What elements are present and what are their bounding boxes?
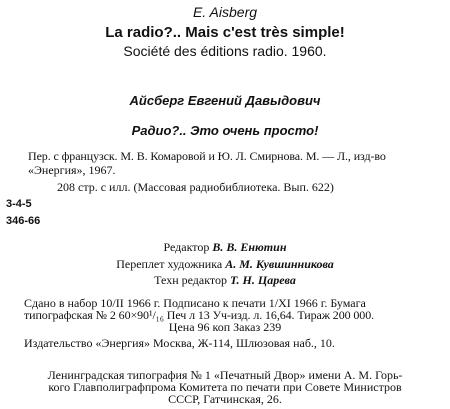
imprint-line-1: Сдано в набор 10/II 1966 г. Подписано к печати 1/XI 1966 г. Бумага	[24, 296, 366, 310]
pages-line: 208 стр. с илл. (Массовая радиобиблиотека. Вып. 622)	[57, 180, 334, 194]
cover-artist-credit	[0, 258, 450, 270]
tech-editor-name: Т. Н. Царева	[229, 273, 296, 287]
publisher-address: Издательство «Энергия» Москва, Ж-114, Шлюзовая наб., 10.	[24, 336, 335, 350]
printer-line-3: СССР, Гатчинская, 26.	[168, 392, 282, 406]
imprint-line-3: Цена 96 коп Заказ 239	[168, 320, 282, 334]
original-publisher: Société des éditions radio. 1960.	[123, 43, 327, 59]
russian-title: Радио?.. Это очень просто!	[131, 123, 319, 138]
original-title: La radio?.. Mais c'est très simple!	[105, 24, 345, 41]
imprint-line-2: типографская № 2 60×90¹/₁₆ Печ л 13 Уч-изд. л. 16,64. Тираж 200 000.	[24, 308, 375, 322]
printer-line-2: кого Главполиграфпрома Комитета по печати при Совете Министров	[48, 380, 402, 394]
editor-name: В. В. Енютин	[212, 240, 287, 254]
catalog-code: 346-66	[6, 215, 41, 227]
cover-artist-name: А. М. Кувшинникова	[225, 257, 334, 271]
tech-editor-credit	[0, 274, 450, 286]
translation-line-1: Пер. с французск. М. В. Комаровой и Ю. Л. Смирнова. М. — Л., изд-во	[28, 149, 386, 163]
russian-author: Айсберг Евгений Давыдович	[129, 93, 321, 108]
classification-code: 3-4-5	[6, 198, 32, 210]
editor-credit	[0, 241, 450, 253]
printer-line-1: Ленинградская типография № 1 «Печатный Двор» имени А. М. Горь-	[47, 368, 403, 382]
translation-line-2: «Энергия», 1967.	[28, 163, 116, 177]
editor-role: Редактор	[163, 240, 213, 254]
cover-artist-role: Переплет художника	[116, 257, 226, 271]
tech-editor-role: Техн редактор	[154, 273, 230, 287]
original-author: E. Aisberg	[192, 4, 258, 20]
